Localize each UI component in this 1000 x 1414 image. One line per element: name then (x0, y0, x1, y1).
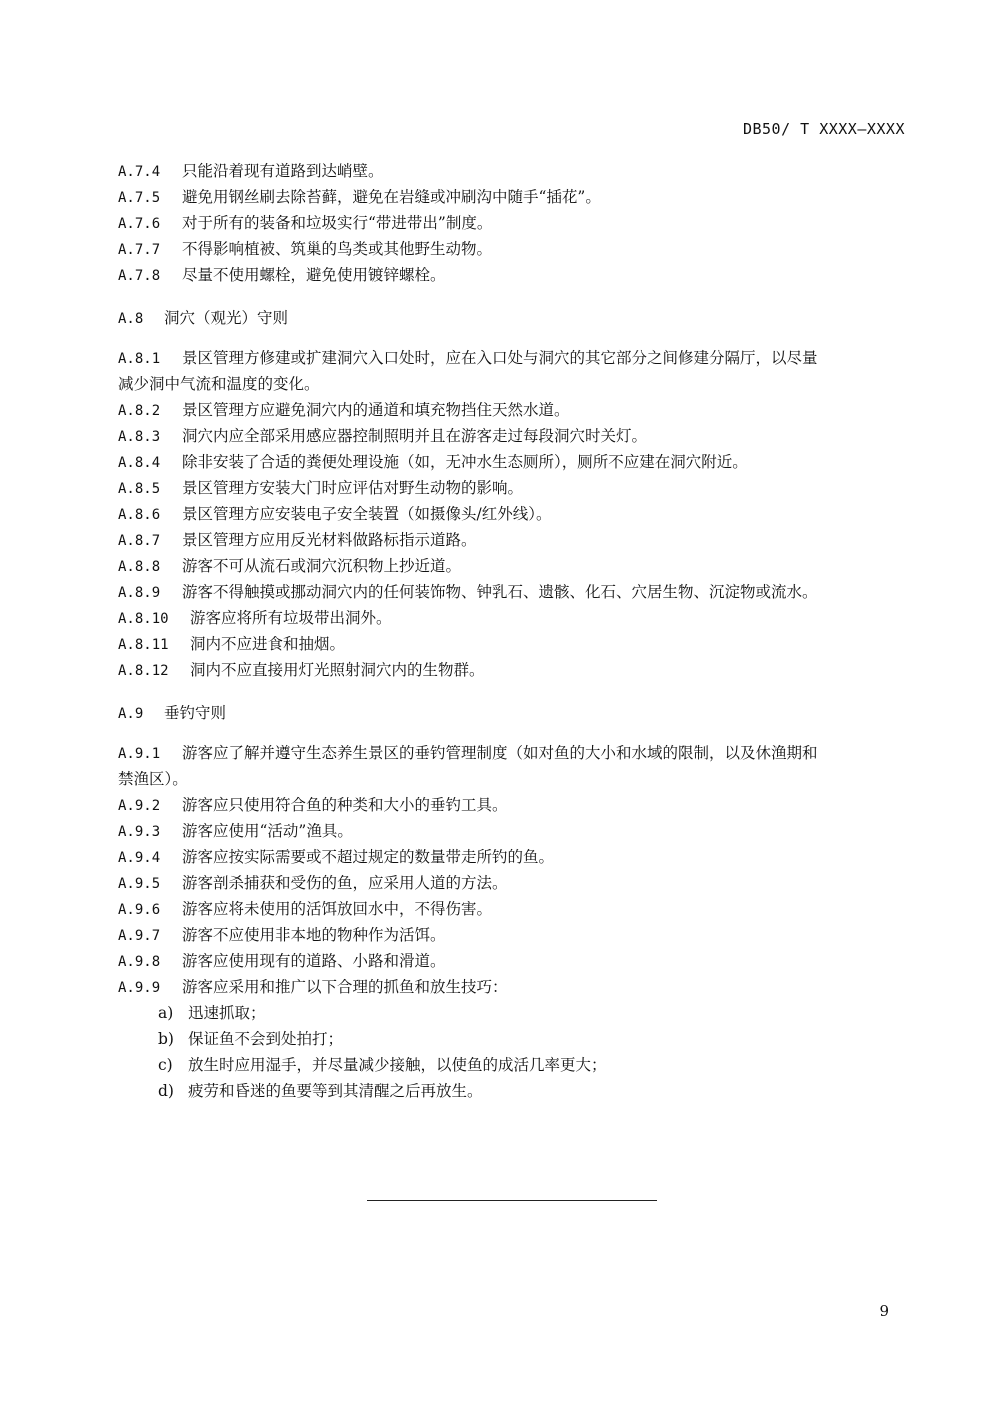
list-item (118, 657, 918, 683)
item-number: A.7.6 (118, 216, 161, 232)
sub-item (118, 1000, 918, 1026)
section-number: A.8 (118, 311, 144, 327)
list-item (118, 605, 918, 631)
item-number: A.9.3 (118, 824, 161, 840)
item-number: A.7.8 (118, 268, 161, 284)
item-number: A.8.9 (118, 585, 161, 601)
document-code: DB50/ T XXXX—XXXX (742, 120, 905, 138)
sub-item (118, 1026, 918, 1052)
list-item (118, 262, 918, 288)
item-text: 避免用钢丝刷去除苔藓，避免在岩缝或冲刷沟中随手“插花”。 (182, 188, 601, 206)
item-number: A.9.8 (118, 954, 161, 970)
item-text: 洞内不应进食和抽烟。 (190, 635, 346, 653)
section-heading-a8 (118, 305, 918, 332)
document-body (118, 158, 918, 1104)
list-item (118, 184, 918, 210)
list-item (118, 527, 918, 553)
list-item (118, 818, 918, 844)
item-number: A.8.12 (118, 663, 169, 679)
list-item (118, 397, 918, 423)
item-text: 洞内不应直接用灯光照射洞穴内的生物群。 (190, 661, 485, 679)
item-number: A.8.10 (118, 611, 169, 627)
item-number: A.8.4 (118, 455, 161, 471)
item-text: 景区管理方修建或扩建洞穴入口处时，应在入口处与洞穴的其它部分之间修建分隔厅，以尽量 (182, 349, 818, 367)
item-text: 游客应使用“活动”渔具。 (182, 822, 353, 840)
list-item (118, 974, 918, 1000)
list-item (118, 792, 918, 818)
item-text: 只能沿着现有道路到达峭壁。 (182, 162, 384, 180)
item-number: A.7.7 (118, 242, 161, 258)
sub-item (118, 1052, 918, 1078)
item-text: 游客应只使用符合鱼的种类和大小的垂钓工具。 (182, 796, 508, 814)
end-rule (367, 1200, 657, 1201)
item-number: A.8.7 (118, 533, 161, 549)
sub-item-label: d) (158, 1082, 174, 1100)
item-number: A.9.9 (118, 980, 161, 996)
item-text: 尽量不使用螺栓，避免使用镀锌螺栓。 (182, 266, 446, 284)
item-number: A.8.2 (118, 403, 161, 419)
list-item (118, 158, 918, 184)
sub-item-text: 迅速抓取； (188, 1004, 266, 1022)
list-item (118, 475, 918, 501)
item-number: A.8.1 (118, 351, 161, 367)
list-item (118, 896, 918, 922)
item-text: 游客应采用和推广以下合理的抓鱼和放生技巧： (182, 978, 508, 996)
sub-item-text: 保证鱼不会到处拍打； (188, 1030, 344, 1048)
item-number: A.9.4 (118, 850, 161, 866)
item-number: A.7.4 (118, 164, 161, 180)
item-text: 游客剖杀捕获和受伤的鱼，应采用人道的方法。 (182, 874, 508, 892)
item-text: 景区管理方应安装电子安全装置（如摄像头/红外线）。 (182, 505, 552, 523)
item-number: A.8.11 (118, 637, 169, 653)
sub-item-label: c) (158, 1056, 173, 1074)
sub-item-label: a) (158, 1004, 174, 1022)
list-item-continuation: 禁渔区）。 (118, 770, 188, 788)
sub-item-label: b) (158, 1030, 174, 1048)
item-text: 游客应将未使用的活饵放回水中，不得伤害。 (182, 900, 493, 918)
item-text: 除非安装了合适的粪便处理设施（如，无冲水生态厕所），厕所不应建在洞穴附近。 (182, 453, 748, 471)
list-item (118, 501, 918, 527)
sub-item (118, 1078, 918, 1104)
page-number: 9 (879, 1302, 889, 1320)
item-text: 对于所有的装备和垃圾实行“带进带出”制度。 (182, 214, 493, 232)
item-number: A.8.5 (118, 481, 161, 497)
item-text: 游客不可从流石或洞穴沉积物上抄近道。 (182, 557, 462, 575)
list-item (118, 553, 918, 579)
item-number: A.9.2 (118, 798, 161, 814)
section-a8-list (118, 345, 918, 683)
item-text: 游客应将所有垃圾带出洞外。 (190, 609, 392, 627)
item-number: A.8.8 (118, 559, 161, 575)
item-text: 景区管理方应避免洞穴内的通道和填充物挡住天然水道。 (182, 401, 570, 419)
list-item-continuation: 减少洞中气流和温度的变化。 (118, 375, 320, 393)
item-text: 游客应使用现有的道路、小路和滑道。 (182, 952, 446, 970)
list-item (118, 449, 918, 475)
item-text: 游客应了解并遵守生态养生景区的垂钓管理制度（如对鱼的大小和水域的限制，以及休渔期和 (182, 744, 818, 762)
item-number: A.9.7 (118, 928, 161, 944)
section-a7-list (118, 158, 918, 288)
item-text: 不得影响植被、筑巢的鸟类或其他野生动物。 (182, 240, 493, 258)
section-title: 洞穴（观光）守则 (164, 309, 289, 327)
item-number: A.8.6 (118, 507, 161, 523)
list-item (118, 740, 918, 766)
item-text: 洞穴内应全部采用感应器控制照明并且在游客走过每段洞穴时关灯。 (182, 427, 648, 445)
item-number: A.7.5 (118, 190, 161, 206)
item-number: A.9.6 (118, 902, 161, 918)
item-number: A.9.1 (118, 746, 161, 762)
item-number: A.9.5 (118, 876, 161, 892)
item-number: A.8.3 (118, 429, 161, 445)
list-item (118, 345, 918, 371)
item-text: 景区管理方应用反光材料做路标指示道路。 (182, 531, 477, 549)
section-heading-a9 (118, 700, 918, 727)
list-item (118, 631, 918, 657)
item-text: 游客应按实际需要或不超过规定的数量带走所钓的鱼。 (182, 848, 555, 866)
sub-item-text: 疲劳和昏迷的鱼要等到其清醒之后再放生。 (188, 1082, 483, 1100)
list-item (118, 423, 918, 449)
list-item (118, 948, 918, 974)
sub-item-text: 放生时应用湿手，并尽量减少接触，以使鱼的成活几率更大； (188, 1056, 607, 1074)
list-item (118, 922, 918, 948)
item-text: 游客不应使用非本地的物种作为活饵。 (182, 926, 446, 944)
list-item (118, 844, 918, 870)
list-item (118, 210, 918, 236)
section-title: 垂钓守则 (164, 704, 227, 722)
section-a9-list (118, 740, 918, 1104)
list-item (118, 579, 918, 605)
section-number: A.9 (118, 706, 144, 722)
list-item (118, 236, 918, 262)
list-item (118, 870, 918, 896)
item-text: 景区管理方安装大门时应评估对野生动物的影响。 (182, 479, 524, 497)
item-text: 游客不得触摸或挪动洞穴内的任何装饰物、钟乳石、遗骸、化石、穴居生物、沉淀物或流水。 (182, 583, 818, 601)
